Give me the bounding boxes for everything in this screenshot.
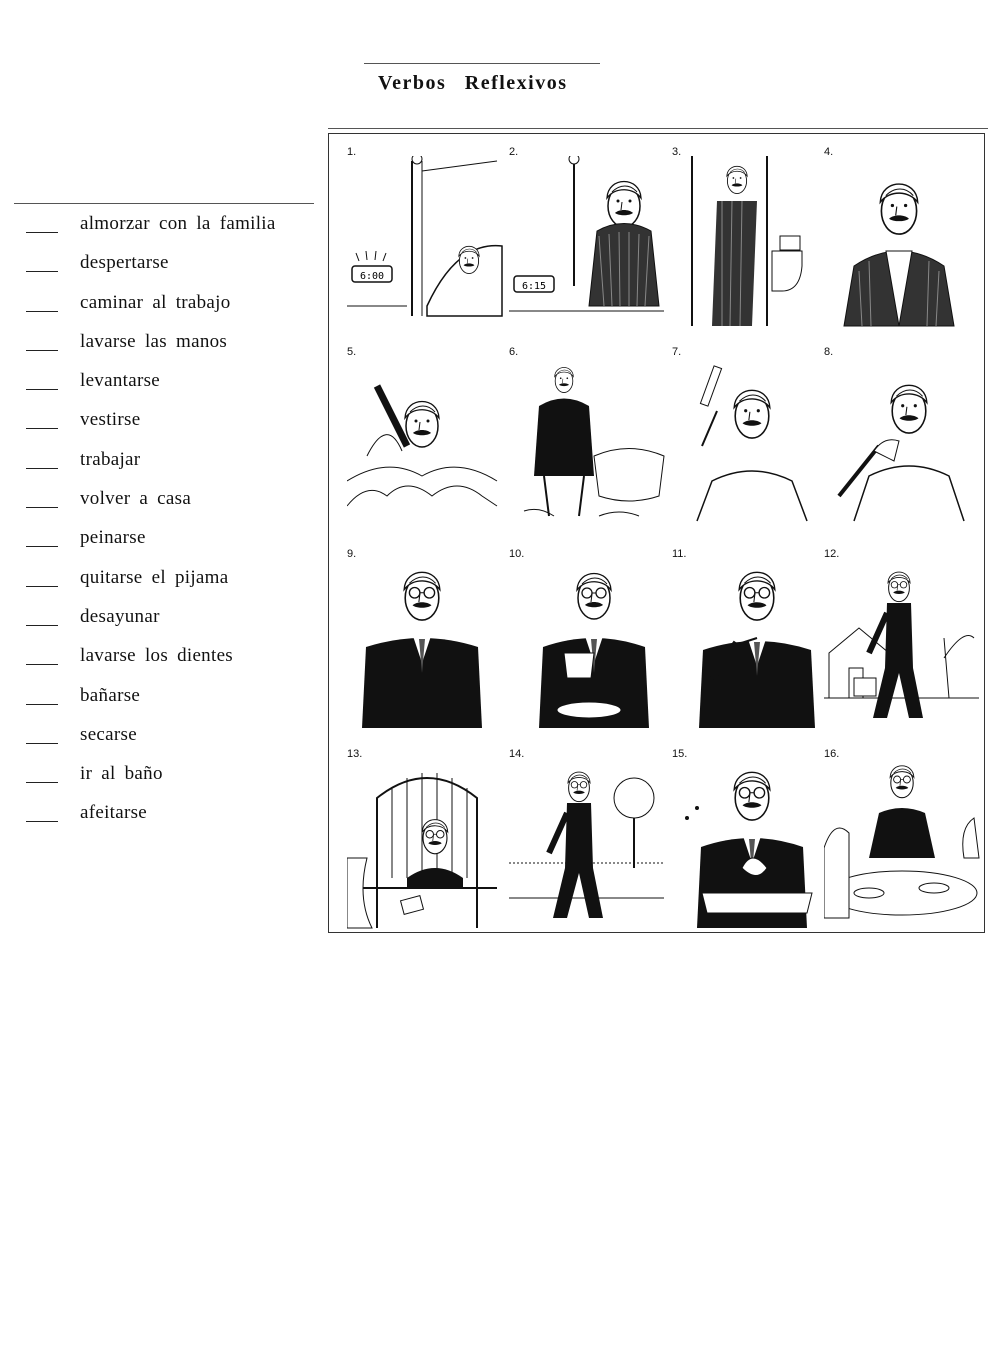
picture-number: 10. [509, 548, 525, 560]
scene-illustration [672, 758, 830, 933]
picture-number: 3. [672, 146, 682, 158]
clock-readout: 6:00 [359, 271, 385, 282]
answer-blank[interactable] [26, 350, 58, 351]
answer-blank[interactable] [26, 664, 58, 665]
scene-illustration [509, 558, 667, 733]
verb-item [22, 448, 322, 487]
picture-number: 9. [347, 548, 357, 560]
answer-blank[interactable] [26, 311, 58, 312]
answer-blank[interactable] [26, 821, 58, 822]
verb-label: almorzar con la familia [80, 213, 276, 234]
answer-blank[interactable] [26, 586, 58, 587]
scene-illustration [347, 156, 505, 331]
picture-grid [328, 133, 985, 933]
clock-readout: 6:15 [521, 281, 547, 292]
picture-cell [509, 346, 667, 536]
picture-cell [509, 748, 667, 938]
verb-label: ir al baño [80, 763, 163, 785]
picture-number: 2. [509, 146, 519, 158]
title-rule [364, 63, 600, 64]
verb-item [22, 566, 322, 605]
picture-cell [347, 146, 505, 336]
verb-label: peinarse [80, 527, 146, 549]
picture-cell [509, 146, 667, 336]
picture-cell [672, 748, 830, 938]
verb-label: secarse [80, 723, 137, 745]
verb-label: levantarse [80, 370, 161, 392]
verb-item [22, 801, 322, 840]
answer-blank[interactable] [26, 468, 58, 469]
verb-item [22, 212, 322, 251]
verb-item [22, 251, 322, 290]
picture-number: 11. [672, 548, 687, 560]
list-rule [14, 203, 314, 204]
scene-illustration [509, 156, 667, 331]
picture-cell [347, 548, 505, 738]
picture-cell [824, 346, 982, 536]
verb-label: desayunar [80, 605, 160, 627]
picture-number: 12. [824, 548, 840, 560]
verb-item [22, 369, 322, 408]
grid-top-rule [328, 128, 988, 129]
verb-label: despertarse [80, 252, 169, 274]
picture-number: 4. [824, 146, 834, 158]
picture-cell [824, 548, 982, 738]
answer-blank[interactable] [26, 743, 58, 744]
scene-illustration [347, 758, 505, 933]
verb-label: lavarse las manos [80, 330, 228, 352]
page-title: Verbos Reflexivos [378, 72, 568, 94]
verb-item [22, 526, 322, 565]
answer-blank[interactable] [26, 271, 58, 272]
scene-illustration [509, 356, 667, 531]
picture-cell [672, 346, 830, 536]
scene-illustration [509, 758, 667, 933]
answer-blank[interactable] [26, 507, 58, 508]
picture-cell [672, 548, 830, 738]
scene-illustration [347, 356, 505, 531]
scene-illustration [347, 558, 505, 733]
verb-item [22, 644, 322, 683]
scene-illustration [672, 156, 830, 331]
picture-number: 13. [347, 748, 363, 760]
answer-blank[interactable] [26, 389, 58, 390]
picture-number: 8. [824, 346, 834, 358]
verb-item [22, 605, 322, 644]
answer-blank[interactable] [26, 704, 58, 705]
verb-label: quitarse el pijama [80, 566, 229, 588]
verb-label: afeitarse [80, 802, 148, 824]
verb-item [22, 723, 322, 762]
answer-blank[interactable] [26, 782, 58, 783]
picture-cell [347, 748, 505, 938]
verb-label: bañarse [80, 684, 141, 706]
picture-number: 5. [347, 346, 357, 358]
verb-list [22, 212, 322, 841]
verb-item [22, 408, 322, 447]
verb-label: vestirse [80, 409, 141, 431]
scene-illustration [672, 558, 830, 733]
picture-number: 14. [509, 748, 525, 760]
picture-cell [347, 346, 505, 536]
scene-illustration [824, 758, 982, 933]
answer-blank[interactable] [26, 625, 58, 626]
picture-cell [672, 146, 830, 336]
verb-item [22, 487, 322, 526]
scene-illustration [824, 558, 982, 733]
answer-blank[interactable] [26, 232, 58, 233]
verb-item [22, 762, 322, 801]
picture-number: 7. [672, 346, 682, 358]
verb-label: caminar al trabajo [80, 291, 231, 313]
scene-illustration [824, 356, 982, 531]
picture-number: 15. [672, 748, 688, 760]
verb-item [22, 330, 322, 369]
answer-blank[interactable] [26, 546, 58, 547]
answer-blank[interactable] [26, 428, 58, 429]
picture-number: 1. [347, 146, 357, 158]
verb-label: volver a casa [80, 488, 192, 510]
picture-cell [824, 146, 982, 336]
verb-label: trabajar [80, 448, 141, 470]
verb-item [22, 684, 322, 723]
verb-item [22, 291, 322, 330]
verb-label: lavarse los dientes [80, 645, 233, 667]
picture-cell [509, 548, 667, 738]
scene-illustration [824, 156, 982, 331]
picture-number: 6. [509, 346, 519, 358]
scene-illustration [672, 356, 830, 531]
picture-cell [824, 748, 982, 938]
picture-number: 16. [824, 748, 840, 760]
